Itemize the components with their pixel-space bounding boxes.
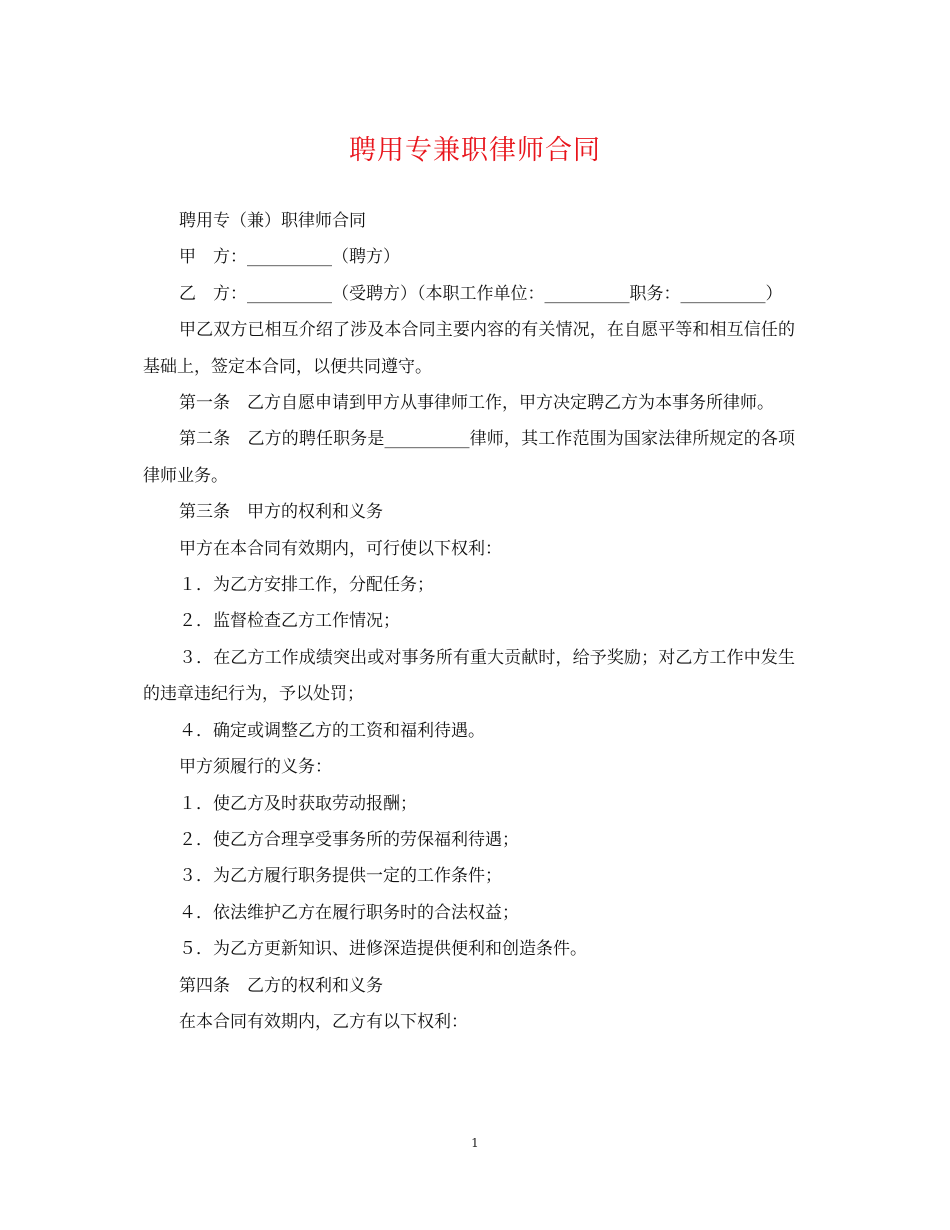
paragraph-party-b-rights-intro: 在本合同有效期内，乙方有以下权利： [179, 1011, 468, 1032]
list-item: ２．监督检查乙方工作情况； [179, 611, 400, 632]
list-item: １．为乙方安排工作，分配任务； [179, 575, 434, 596]
page-number: 1 [471, 1136, 479, 1150]
paragraph-article-1: 第一条 乙方自愿申请到甲方从事律师工作，甲方决定聘乙方为本事务所律师。 [179, 393, 774, 414]
document-title: 聘用专兼职律师合同 [349, 135, 601, 166]
list-item: ２．使乙方合理享受事务所的劳保福利待遇； [179, 829, 519, 850]
paragraph-heading: 聘用专（兼）职律师合同 [179, 211, 366, 231]
paragraph-rights-intro: 甲方在本合同有效期内，可行使以下权利： [179, 538, 502, 559]
list-item: ３．在乙方工作成绩突出或对事务所有重大贡献时，给予奖励；对乙方工作中发生的违章违纪行为，予以处罚； [143, 647, 795, 705]
list-item: ４．确定或调整乙方的工资和福利待遇。 [179, 720, 485, 741]
list-item: １．使乙方及时获取劳动报酬； [179, 793, 417, 814]
paragraph-party-a: 甲 方：__________（聘方） [179, 247, 400, 268]
paragraph-article-3: 第三条 甲方的权利和义务 [179, 502, 383, 523]
paragraph-article-2: 第二条 乙方的聘任职务是__________律师，其工作范围为国家法律所规定的各项律师业务。 [143, 429, 795, 486]
list-item: ５．为乙方更新知识、进修深造提供便利和创造条件。 [179, 939, 587, 960]
list-item: ３．为乙方履行职务提供一定的工作条件； [179, 866, 502, 887]
document-body [143, 203, 795, 1040]
paragraph-duties-intro: 甲方须履行的义务： [179, 757, 332, 778]
list-item: ４．依法维护乙方在履行职务时的合法权益； [179, 902, 519, 923]
paragraph-party-b: 乙 方：__________（受聘方）（本职工作单位：__________职务：__________） [179, 283, 783, 304]
paragraph-preamble: 甲乙双方已相互介绍了涉及本合同主要内容的有关情况，在自愿平等和相互信任的基础上，签定本合同，以便共同遵守。 [143, 320, 795, 377]
paragraph-article-4: 第四条 乙方的权利和义务 [179, 975, 383, 996]
